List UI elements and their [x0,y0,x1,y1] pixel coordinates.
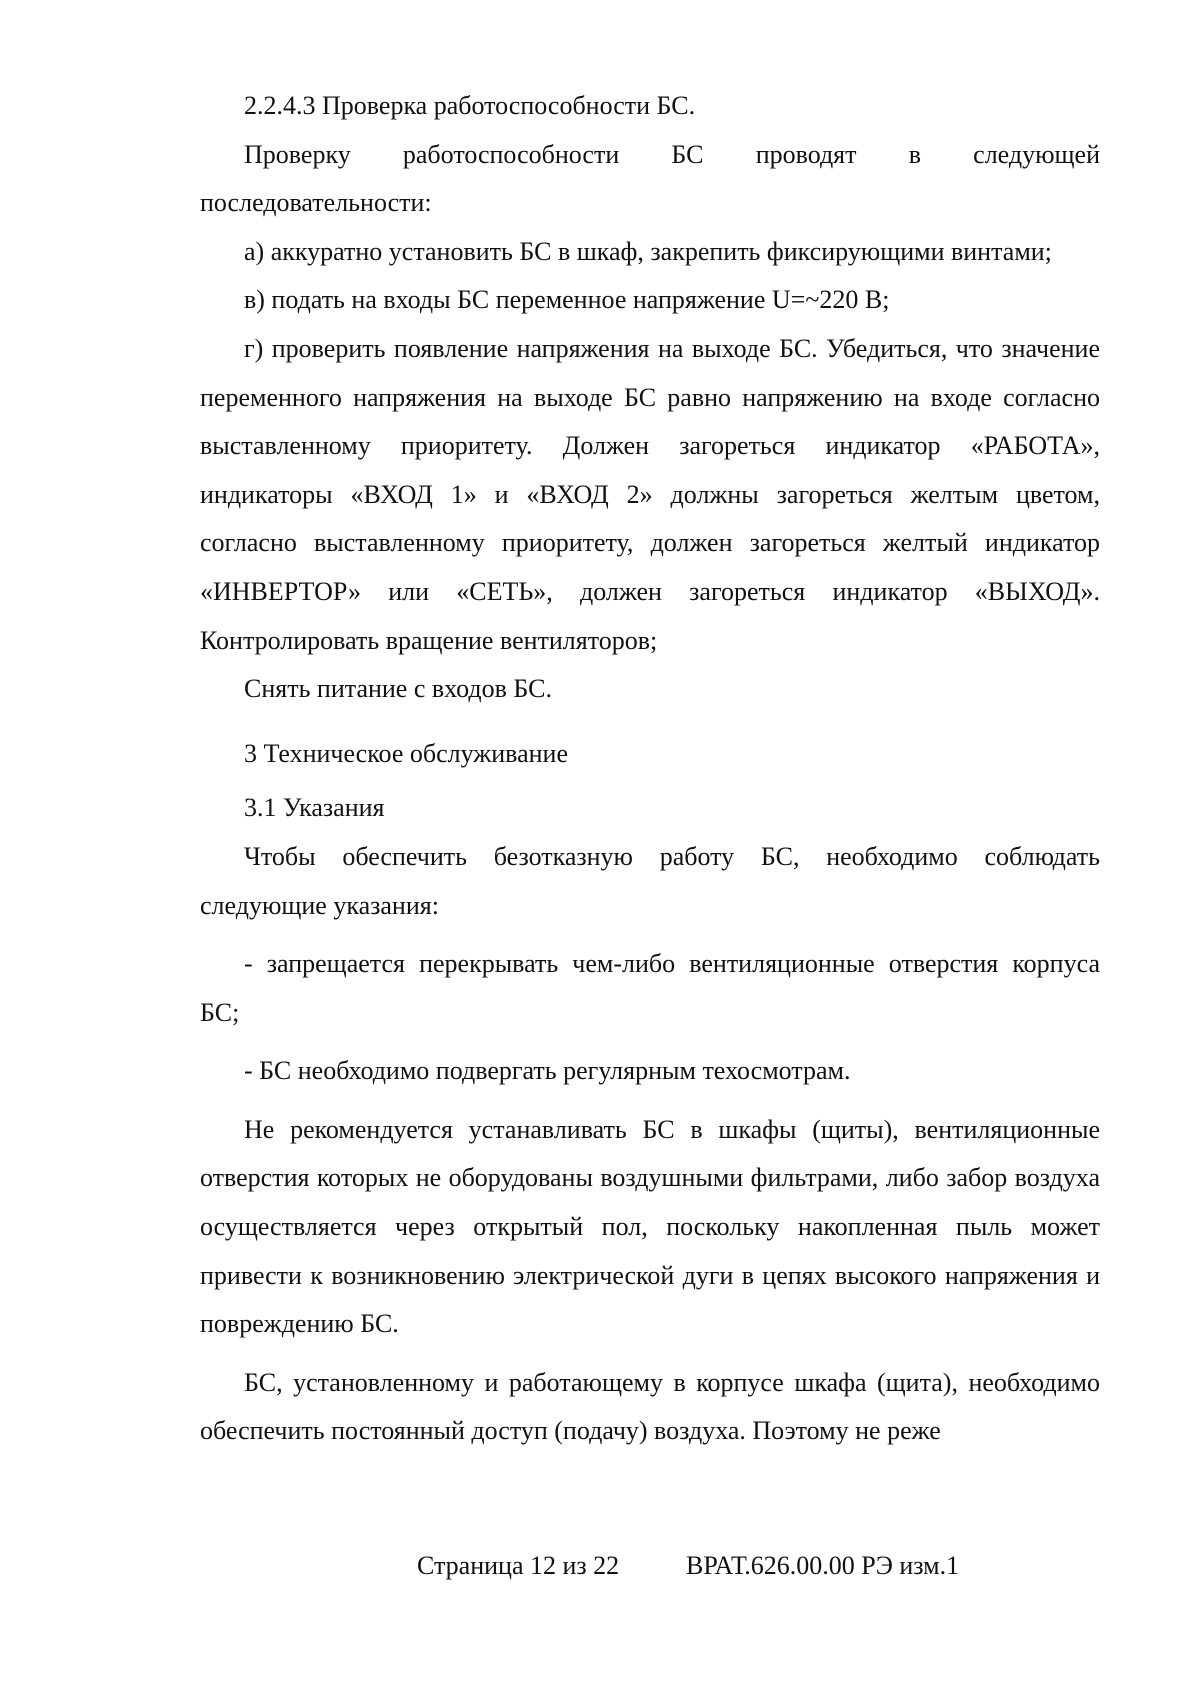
paragraph-not-recommended: Не рекомендуется устанавливать БС в шкафы (щиты), вентиляционные отверстия которых не оборудованы воздушными фильтрами, либо забор воздуха осуществляется через открытый пол, поскольку накопленная пыль может привести к возникновению электрической дуги в цепях высокого напряжения и повреждению БС. [200,1114,1100,1339]
paragraph-check-sequence: Проверку работоспособности БС проводят в следующей последовательности: [200,139,1100,218]
section-heading-3: 3 Техническое обслуживание [244,738,569,768]
paragraph-air-access: БС, установленному и работающему в корпусе шкафа (щита), необходимо обеспечить постоянный доступ (подачу) воздуха. Поэтому не реже [200,1367,1100,1446]
list-item-g: г) проверить появление напряжения на выходе БС. Убедиться, что значение переменного напряжения на выходе БС равно напряжению на входе согласно выставленному приоритету. Должен загореться индикатор «РАБОТА», индикаторы «ВХОД 1» и «ВХОД 2» должны загореться желтым цветом, согласно выставленному приоритету, должен загореться желтый индикатор «ИНВЕРТОР» или «СЕТЬ», должен загореться индикатор «ВЫХОД». Контролировать вращение вентиляторов; [200,333,1100,655]
paragraph-instructions-intro: Чтобы обеспечить безотказную работу БС, необходимо соблюдать следующие указания: [200,841,1100,920]
list-item-a: а) аккуратно установить БС в шкаф, закрепить фиксирующими винтами; [244,236,1052,266]
list-item-inspections: - БС необходимо подвергать регулярным техосмотрам. [244,1056,851,1086]
section-heading-2-2-4-3: 2.2.4.3 Проверка работоспособности БС. [244,91,696,120]
section-heading-3-1: 3.1 Указания [244,793,385,823]
list-item-vents: - запрещается перекрывать чем-либо вентиляционные отверстия корпуса БС; [200,949,1100,1027]
list-item-v: в) подать на входы БС переменное напряжение U=~220 В; [244,285,890,315]
page-number: Страница 12 из 22 [417,1551,620,1580]
document-body [200,82,1100,1456]
document-code: ВРАТ.626.00.00 РЭ изм.1 [686,1551,960,1580]
paragraph-power-off: Снять питание с входов БС. [244,674,553,704]
